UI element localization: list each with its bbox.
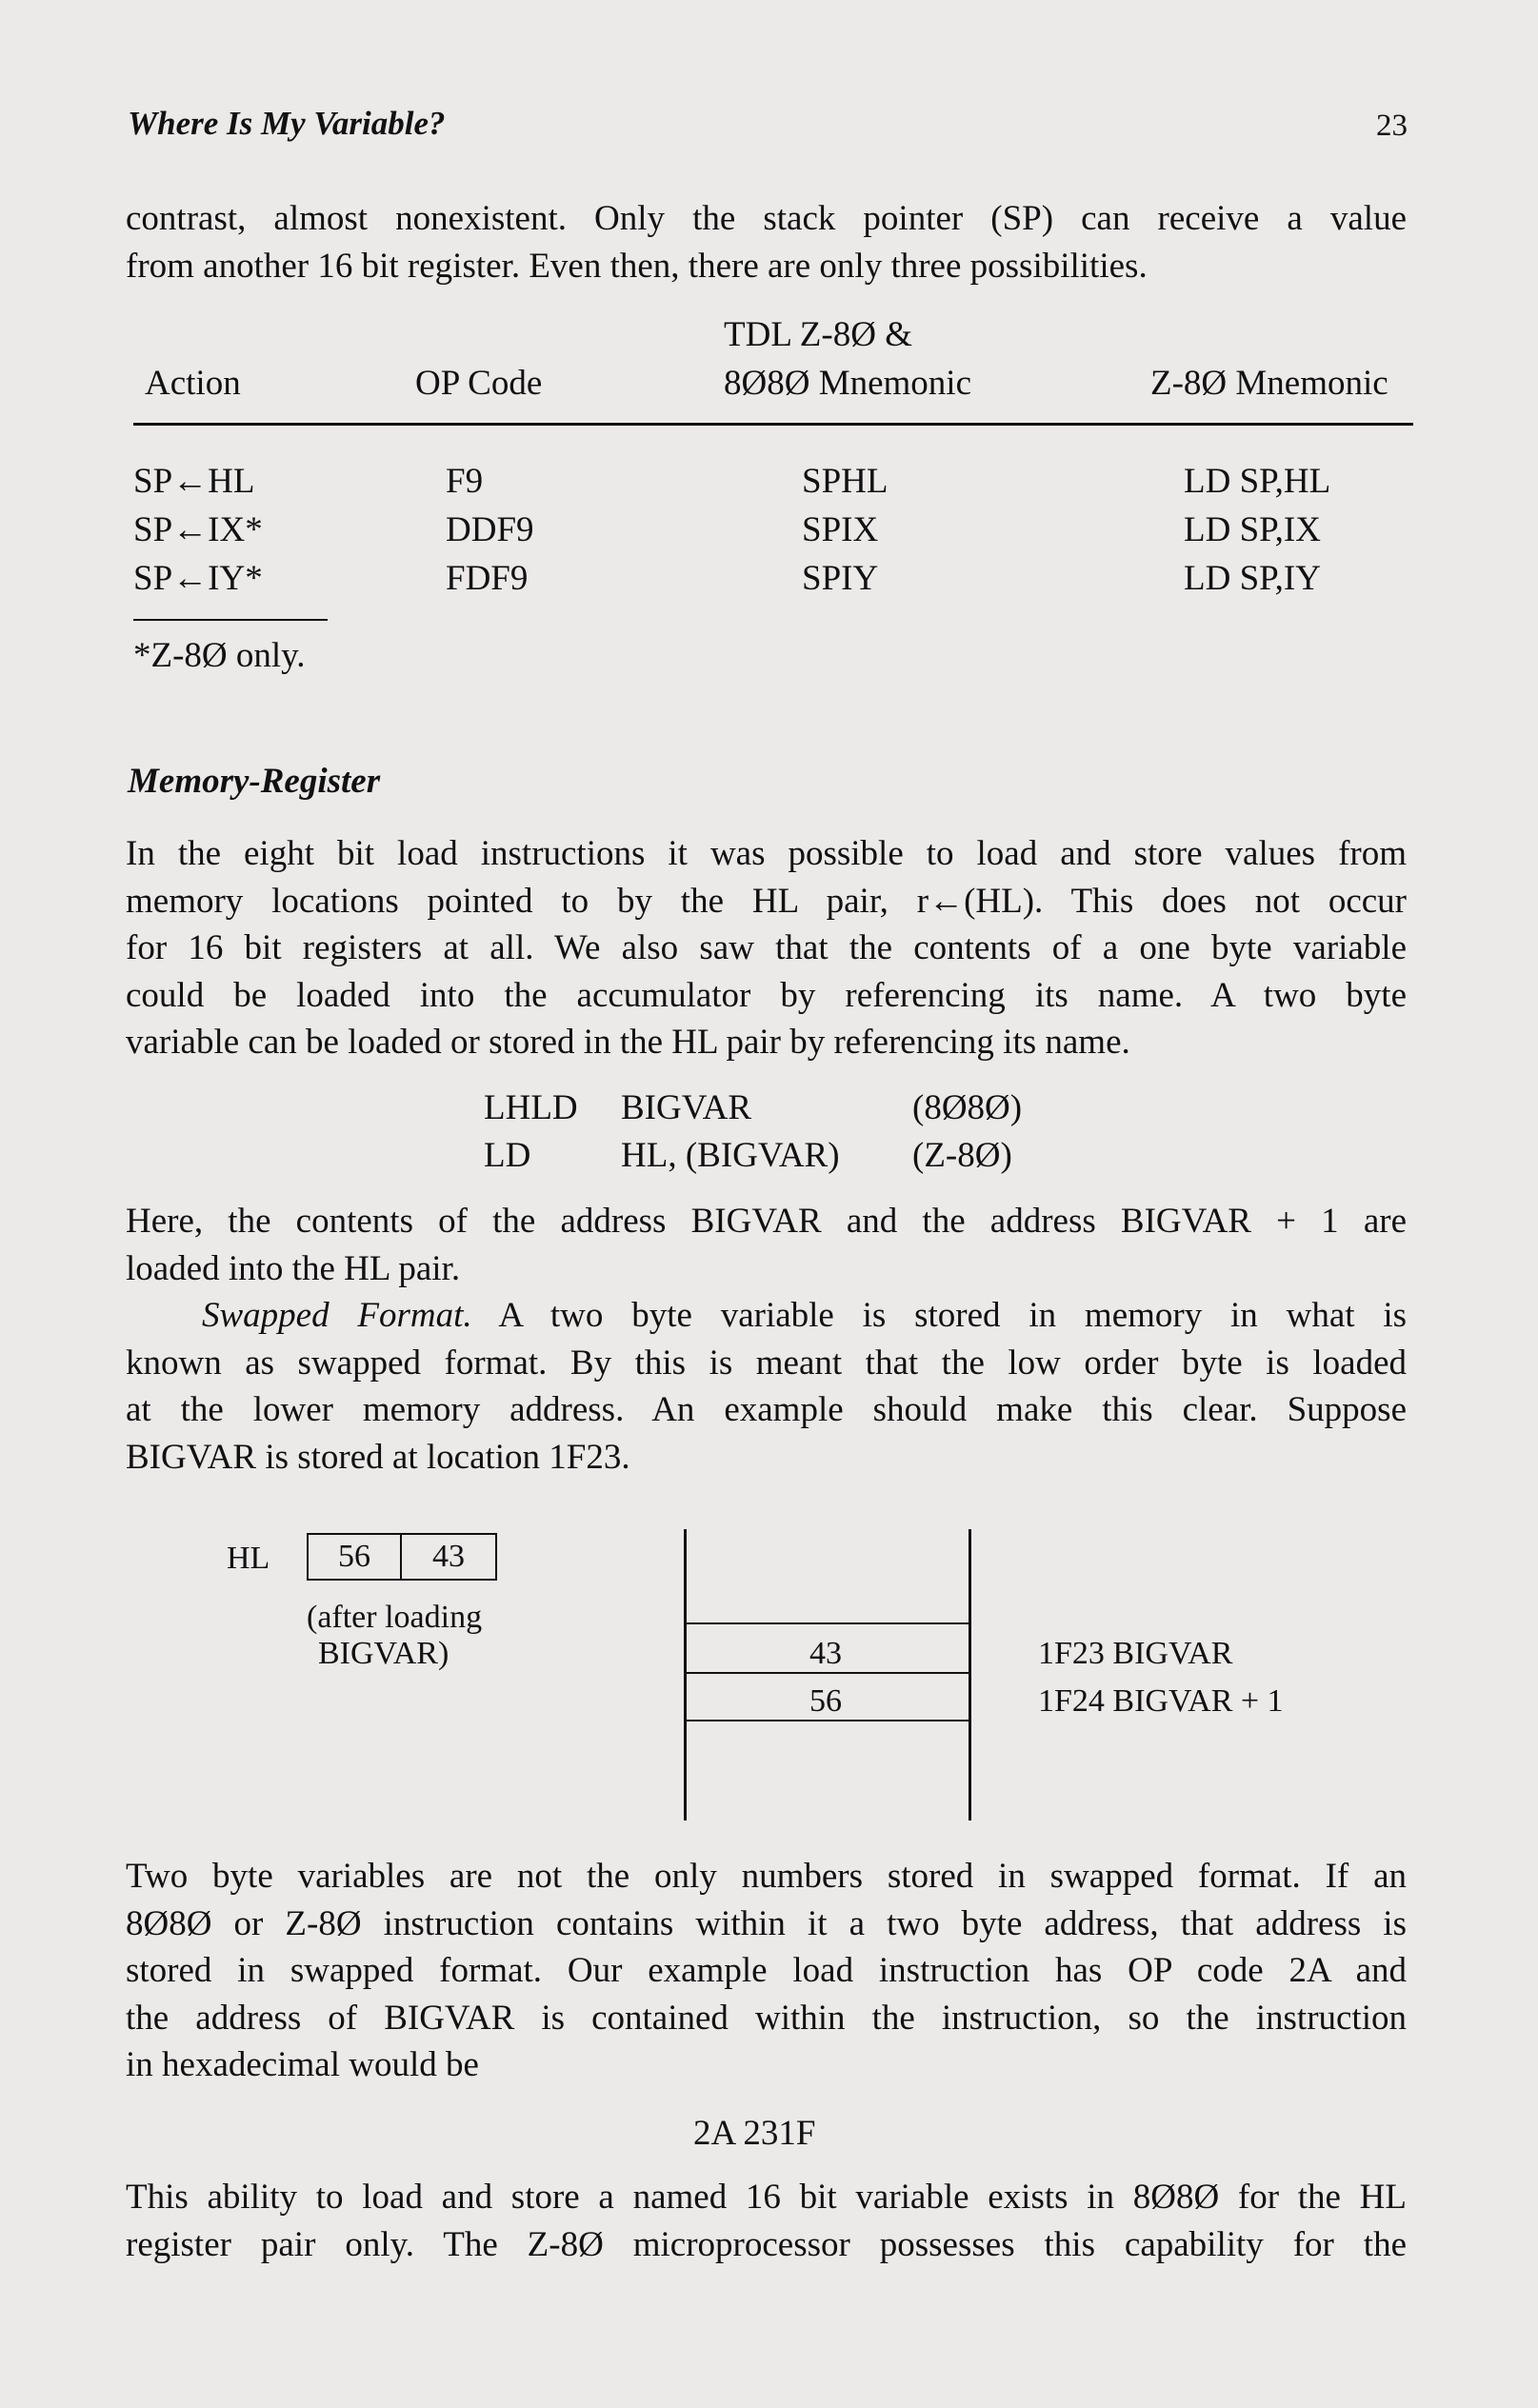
table-cell-tdl: SPIY <box>802 559 879 598</box>
table-cell-z80: LD SP,IY <box>1184 559 1321 598</box>
memory-register-paragraph <box>126 830 1407 1066</box>
register-label: HL <box>227 1541 270 1576</box>
code-op: LHLD <box>484 1088 578 1127</box>
text-line: memory locations pointed to by the HL pair, r←(HL). This does not occur <box>126 881 1407 921</box>
table-cell-action: SP←IY* <box>133 559 263 598</box>
table-cell-z80: LD SP,HL <box>1184 462 1331 501</box>
code-arg: HL, (BIGVAR) <box>621 1136 840 1175</box>
table-cell-opcode: FDF9 <box>446 559 529 598</box>
memory-right-edge <box>969 1529 971 1821</box>
table-cell-z80: LD SP,IX <box>1184 510 1321 549</box>
table-header-z80: Z-8Ø Mnemonic <box>1150 364 1388 403</box>
text-line: Here, the contents of the address BIGVAR and the address BIGVAR + 1 are <box>126 1202 1407 1241</box>
footnote-rule <box>133 619 328 621</box>
text-line: for 16 bit registers at all. We also saw that the contents of a one byte variable <box>126 928 1407 967</box>
code-note: (8Ø8Ø) <box>912 1088 1023 1127</box>
intro-paragraph <box>126 195 1407 289</box>
swapped-format-term: Swapped Format. <box>202 1296 472 1335</box>
memory-label-1f24: 1F24 BIGVAR + 1 <box>1038 1683 1284 1719</box>
text-line: contrast, almost nonexistent. Only the stack pointer (SP) can receive a value <box>126 199 1407 238</box>
register-caption-line1: (after loading <box>307 1600 483 1635</box>
page-number: 23 <box>1376 109 1408 143</box>
section-heading: Memory-Register <box>128 762 381 801</box>
code-op: LD <box>484 1136 531 1175</box>
table-header-tdl-line1: TDL Z-8Ø & <box>724 315 912 354</box>
table-cell-opcode: F9 <box>446 462 484 501</box>
text-line: 8Ø8Ø or Z-8Ø instruction contains within it a two byte address, that address is <box>126 1903 1407 1943</box>
closing-paragraph <box>126 2174 1407 2268</box>
memory-cell-1f23: 43 <box>809 1636 842 1671</box>
text-line: the address of BIGVAR is contained within the instruction, so the instruction <box>126 1998 1407 2038</box>
table-header-action: Action <box>145 364 241 403</box>
text-line: This ability to load and store a named 16 bit variable exists in 8Ø8Ø for the HL <box>126 2178 1407 2217</box>
table-cell-tdl: SPHL <box>802 462 889 501</box>
memory-divider <box>684 1672 971 1674</box>
table-cell-opcode: DDF9 <box>446 510 534 549</box>
text-line: Two byte variables are not the only numbers stored in swapped format. If an <box>126 1857 1407 1896</box>
text-line <box>126 1292 1407 1340</box>
table-header-opcode: OP Code <box>415 364 543 403</box>
memory-divider <box>684 1622 971 1624</box>
text-line: register pair only. The Z-8Ø microprocessor possesses this capability for the <box>126 2224 1407 2264</box>
table-cell-action: SP←IX* <box>133 510 263 549</box>
memory-cell-1f24: 56 <box>809 1683 842 1719</box>
text-line: In the eight bit load instructions it was possible to load and store values from <box>126 834 1407 873</box>
register-caption-line2: BIGVAR) <box>318 1636 449 1671</box>
table-header-rule <box>133 423 1413 426</box>
memory-divider <box>684 1720 971 1721</box>
two-byte-paragraph <box>126 1853 1407 2089</box>
text-line: known as swapped format. By this is meant that the low order byte is loaded <box>126 1343 1407 1383</box>
table-cell-tdl: SPIX <box>802 510 879 549</box>
code-arg: BIGVAR <box>621 1088 752 1127</box>
table-header-tdl-line2: 8Ø8Ø Mnemonic <box>724 364 971 403</box>
swapped-format-paragraph <box>126 1292 1407 1481</box>
swapped-format-text: A two byte variable is stored in memory in what is <box>498 1296 1407 1335</box>
text-line: stored in swapped format. Our example load instruction has OP code 2A and <box>126 1951 1407 1990</box>
register-cell-low: 43 <box>400 1533 497 1581</box>
text-line: at the lower memory address. An example should make this clear. Suppose <box>126 1390 1407 1429</box>
table-cell-action: SP←HL <box>133 462 255 501</box>
table-footnote: *Z-8Ø only. <box>133 636 306 675</box>
text-line: could be loaded into the accumulator by referencing its name. A two byte <box>126 975 1407 1015</box>
text-line: in hexadecimal would be <box>126 2045 479 2084</box>
running-header-title: Where Is My Variable? <box>128 105 446 142</box>
text-line: loaded into the HL pair. <box>126 1248 461 1288</box>
memory-label-1f23: 1F23 BIGVAR <box>1038 1636 1233 1671</box>
text-line: from another 16 bit register. Even then, there are only three possibilities. <box>126 246 1148 286</box>
memory-left-edge <box>684 1529 687 1821</box>
code-note: (Z-8Ø) <box>912 1136 1012 1175</box>
text-line: BIGVAR is stored at location 1F23. <box>126 1437 630 1477</box>
register-cell-high: 56 <box>307 1533 402 1581</box>
here-paragraph <box>126 1198 1407 1292</box>
text-line: variable can be loaded or stored in the HL pair by referencing its name. <box>126 1023 1130 1062</box>
hex-instruction: 2A 231F <box>693 2114 816 2153</box>
